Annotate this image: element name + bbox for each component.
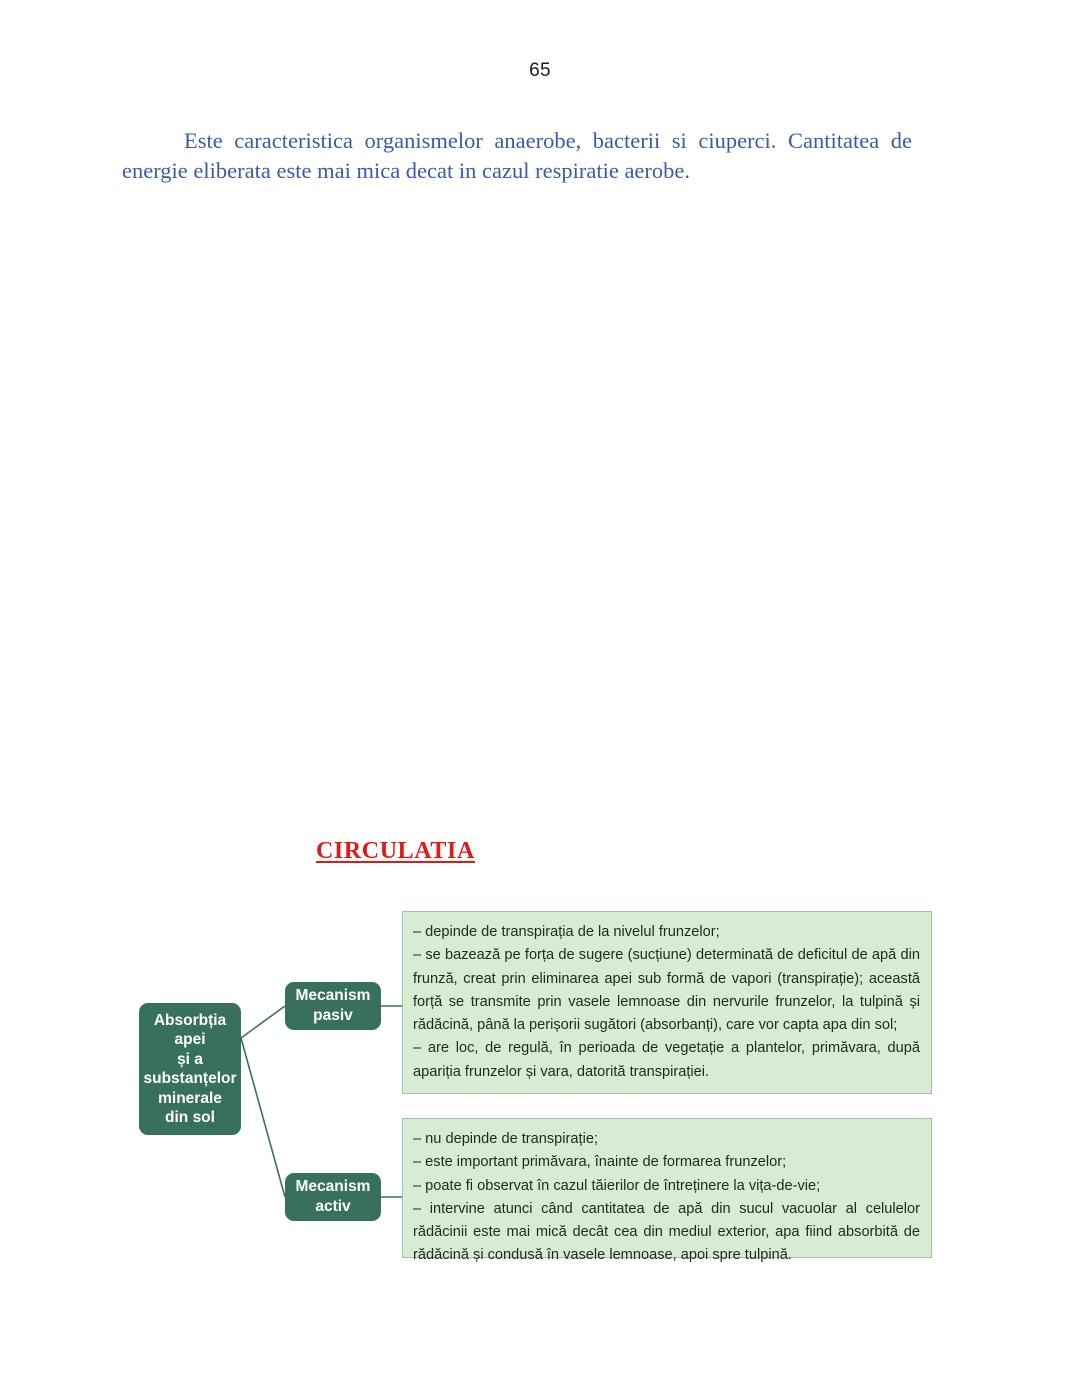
detail-box-mecanism-activ: [402, 1118, 932, 1264]
detail-passive-item-3: – are loc, de regulă, în perioada de vegetație a plantelor, primăvara, după apariția frunzelor și vara, datorită transpirației.: [413, 1040, 920, 1080]
root-line-4: substanțelor: [143, 1070, 237, 1087]
branch-passive-line-2: pasiv: [313, 1007, 353, 1024]
detail-passive-item-2: – se bazează pe forța de sugere (sucțiune) determinată de deficitul de apă din frunză, creat prin eliminarea apei sub formă de vapori (transpirație); această forță se transmite prin vasele lemnoase din nervurile frunzelor, la tulpină și rădăcină, până la perișorii sugători (absorbanți), care vor capta apa din sol;: [413, 947, 920, 1034]
section-title: CIRCULATIA: [316, 838, 475, 864]
node-mecanism-pasiv: [285, 982, 381, 1030]
branch-passive-line-1: Mecanism: [295, 987, 371, 1004]
root-line-2: apei: [174, 1031, 206, 1048]
detail-passive-item-1: – depinde de transpirația de la nivelul frunzelor;: [413, 924, 720, 940]
page-number: 65: [529, 60, 551, 81]
root-line-1: Absorbția: [153, 1011, 227, 1029]
detail-active-item-1: – nu depinde de transpirație;: [413, 1131, 598, 1147]
branch-active-line-2: activ: [315, 1198, 351, 1215]
detail-active-item-4: – intervine atunci când cantitatea de apă din sucul vacuolar al celulelor rădăcinii este mai mică decât cea din mediul exterior, apa fiind absorbită de rădăcină și condusă în vasele lemnoase, apoi spre tulpină.: [413, 1200, 920, 1264]
root-line-6: din sol: [165, 1109, 215, 1126]
root-line-3: și a: [177, 1050, 203, 1068]
body-paragraph: Este caracteristica organismelor anaerobe, bacterii si ciuperci. Cantitatea de energie eliberata este mai mica decat in cazul respiratie aerobe.: [122, 128, 912, 183]
branch-active-line-1: Mecanism: [295, 1178, 371, 1195]
detail-active-item-2: – este important primăvara, înainte de formarea frunzelor;: [413, 1154, 787, 1171]
node-absorption-root: [139, 1003, 241, 1135]
node-mecanism-activ: [285, 1173, 381, 1221]
detail-active-item-3: – poate fi observat în cazul tăierilor de întreținere la vița-de-vie;: [413, 1177, 821, 1194]
root-line-5: minerale: [158, 1089, 222, 1107]
detail-box-mecanism-pasiv: [402, 911, 932, 1094]
